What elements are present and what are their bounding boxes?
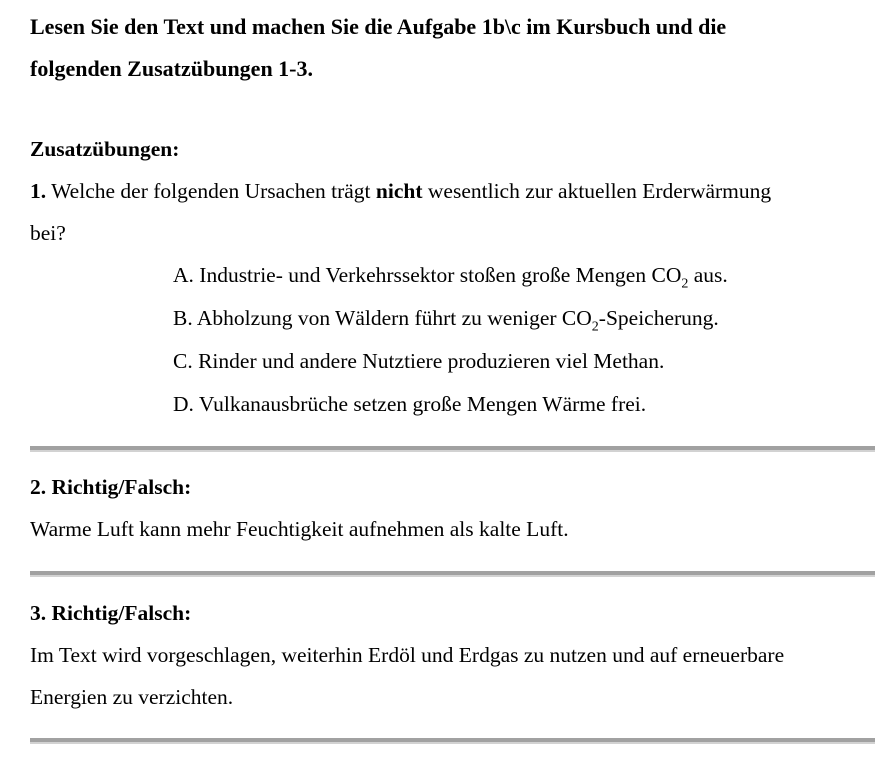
answer-option-d <box>173 383 875 426</box>
question-1-emphasis: nicht <box>375 179 423 203</box>
section-divider-1 <box>30 446 875 452</box>
heading-richtig-falsch-3: 3. Richtig/Falsch: <box>30 601 192 625</box>
option-a-label: A. <box>173 263 194 287</box>
statement-3-line-1: Im Text wird vorgeschlagen, weiterhin Erdöl und Erdgas zu nutzen und auf erneuerbare <box>30 643 785 667</box>
co2-subscript: 2 <box>591 319 599 335</box>
answer-option-b <box>173 297 875 340</box>
question-1-number: 1. <box>30 179 47 203</box>
intro-line-1: Lesen Sie den Text und machen Sie die Aufgabe 1b\c im Kursbuch und die <box>30 14 727 39</box>
option-a-text-end: aus. <box>688 263 728 287</box>
option-a-text: Industrie- und Verkehrssektor stoßen große Mengen CO <box>193 263 682 287</box>
intro-paragraph <box>30 6 875 90</box>
section-divider-2 <box>30 571 875 577</box>
heading-richtig-falsch-2: 2. Richtig/Falsch: <box>30 475 192 499</box>
statement-2: Warme Luft kann mehr Feuchtigkeit aufnehmen als kalte Luft. <box>30 517 569 541</box>
question-1-text-post: wesentlich zur aktuellen Erderwärmung <box>422 179 772 203</box>
option-b-label: B. <box>173 306 193 330</box>
heading-zusatzuebungen: Zusatzübungen: <box>30 137 180 161</box>
answer-option-a <box>173 254 875 297</box>
co2-subscript: 2 <box>681 276 689 292</box>
question-1-line-1 <box>30 170 875 212</box>
answer-option-c <box>173 340 875 383</box>
question-1 <box>30 170 875 254</box>
option-d-label: D. <box>173 392 194 416</box>
answer-options <box>30 254 875 426</box>
option-c-text: Rinder und andere Nutztiere produzieren viel Methan. <box>192 349 665 373</box>
intro-line-2: folgenden Zusatzübungen 1-3. <box>30 56 314 81</box>
option-b-text: Abholzung von Wäldern führt zu weniger CO <box>192 306 592 330</box>
question-1-line-2: bei? <box>30 221 66 245</box>
option-c-label: C. <box>173 349 193 373</box>
option-b-text-end: -Speicherung. <box>598 306 719 330</box>
statement-3 <box>30 634 875 718</box>
section-divider-3 <box>30 738 875 744</box>
option-d-text: Vulkanausbrüche setzen große Mengen Wärme frei. <box>193 392 647 416</box>
statement-3-line-2: Energien zu verzichten. <box>30 685 234 709</box>
question-1-text-pre: Welche der folgenden Ursachen trägt <box>46 179 376 203</box>
